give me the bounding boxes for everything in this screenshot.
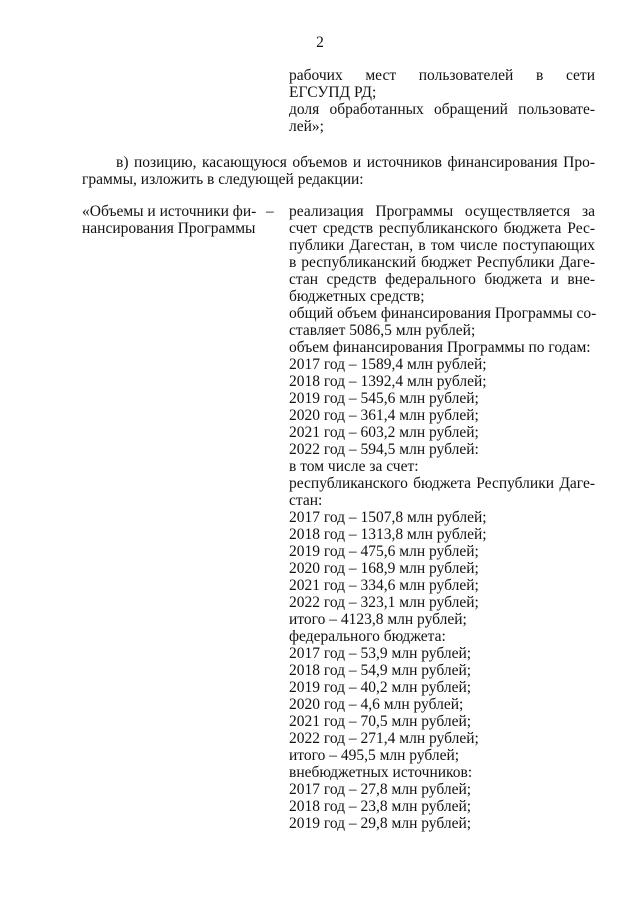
financing-line: 2021 год – 334,6 млн рублей; (289, 577, 479, 594)
financing-line: 2022 год – 271,4 млн рублей; (289, 730, 479, 747)
page-number: 2 (316, 34, 324, 51)
financing-label-line-2: нансирования Программы (82, 220, 256, 237)
financing-line: 2019 год – 40,2 млн рублей; (289, 679, 472, 696)
financing-line: ставляет 5086,5 млн рублей; (289, 322, 476, 339)
financing-line: 2020 год – 168,9 млн рублей; (289, 560, 479, 577)
paragraph-c-line-1: в) позицию, касающуюся объемов и источников финансирования Про- (116, 154, 595, 171)
financing-line: 2017 год – 53,9 млн рублей; (289, 645, 472, 662)
financing-line: реализация Программы осуществляется за (289, 203, 595, 220)
financing-line: объем финансирования Программы по годам: (289, 339, 591, 356)
financing-line: 2021 год – 603,2 млн рублей; (289, 424, 479, 441)
financing-line: 2018 год – 23,8 млн рублей; (289, 798, 472, 815)
financing-line: внебюджетных источников: (289, 764, 473, 781)
financing-line: 2020 год – 361,4 млн рублей; (289, 407, 479, 424)
financing-line: итого – 495,5 млн рублей; (289, 747, 460, 764)
financing-line: федерального бюджета: (289, 628, 446, 645)
financing-line: публики Дагестан, в том числе поступающих (289, 237, 595, 254)
financing-line: республиканского бюджета Республики Даге- (289, 475, 595, 492)
top-block-continuation (289, 67, 595, 135)
financing-details (289, 203, 595, 832)
financing-line: 2021 год – 70,5 млн рублей; (289, 713, 472, 730)
financing-line: бюджетных средств; (289, 288, 425, 305)
financing-line: 2017 год – 1589,4 млн рублей; (289, 356, 487, 373)
financing-line: 2018 год – 1392,4 млн рублей; (289, 373, 487, 390)
paragraph-c (82, 154, 595, 188)
financing-line: в республиканский бюджет Республики Даге- (289, 254, 595, 271)
financing-line: стан средств федерального бюджета и вне- (289, 271, 595, 288)
financing-line: 2019 год – 545,6 млн рублей; (289, 390, 479, 407)
text-line: доля обработанных обращений пользовате- (289, 101, 595, 118)
financing-line: 2017 год – 1507,8 млн рублей; (289, 509, 487, 526)
financing-line: 2018 год – 1313,8 млн рублей; (289, 526, 487, 543)
text-line: рабочих мест пользователей в сети (289, 67, 595, 84)
financing-line: итого – 4123,8 млн рублей; (289, 611, 467, 628)
text-line: ЕГСУПД РД; (289, 84, 377, 101)
financing-line: 2022 год – 323,1 млн рублей; (289, 594, 479, 611)
financing-line: 2018 год – 54,9 млн рублей; (289, 662, 472, 679)
paragraph-c-line-2: граммы, изложить в следующей редакции: (82, 171, 364, 188)
financing-label-line-1: «Объемы и источники фи- (82, 203, 257, 220)
financing-line: общий объем финансирования Программы со- (289, 305, 597, 322)
financing-label (82, 203, 262, 237)
financing-line: 2020 год – 4,6 млн рублей; (289, 696, 464, 713)
label-value-dash: – (266, 203, 274, 220)
text-line: лей»; (289, 118, 324, 135)
financing-line: 2017 год – 27,8 млн рублей; (289, 781, 472, 798)
financing-line: 2022 год – 594,5 млн рублей: (289, 441, 479, 458)
financing-line: счет средств республиканского бюджета Рес- (289, 220, 595, 237)
financing-line: стан: (289, 492, 323, 509)
financing-line: 2019 год – 475,6 млн рублей; (289, 543, 479, 560)
financing-line: 2019 год – 29,8 млн рублей; (289, 815, 472, 832)
financing-line: в том числе за счет: (289, 458, 419, 475)
